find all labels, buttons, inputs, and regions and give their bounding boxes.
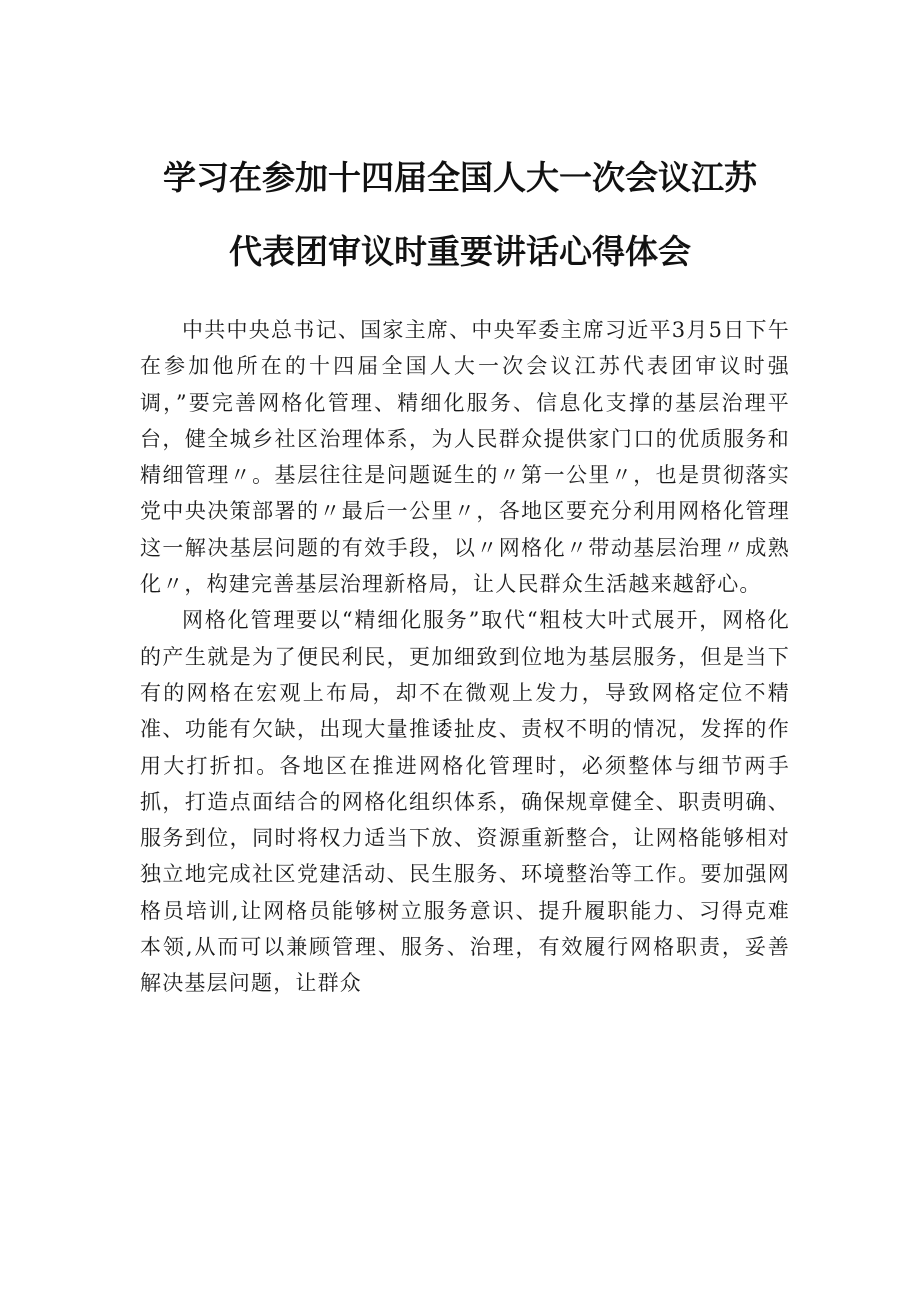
document-title-line-2: 代表团审议时重要讲话心得体会: [229, 232, 691, 271]
paragraph-1: 中共中央总书记、国家主席、中央军委主席习近平3月5日下午在参加他所在的十四届全国人大一次会议江苏代表团审议时强调，”要完善网格化管理、精细化服务、信息化支撑的基层治理平台，健全城乡社区治理体系，为人民群众提供家门口的优质服务和精细管理〃。基层往往是问题诞生的〃第一公里〃，也是贯彻落实党中央决策部署的〃最后一公里〃，各地区要充分利用网格化管理这一解决基层问题的有效手段，以〃网格化〃带动基层治理〃成熟化〃，构建完善基层治理新格局，让人民群众生活越来越舒心。: [140, 318, 790, 597]
paragraph-2: 网格化管理要以“精细化服务”取代“粗枝大叶式展开，网格化的产生就是为了便民利民，更加细致到位地为基层服务，但是当下有的网格在宏观上布局，却不在微观上发力，导致网格定位不精准、功能有欠缺，出现大量推诿扯皮、责权不明的情况，发挥的作用大打折扣。各地区在推进网格化管理时，必须整体与细节两手抓，打造点面结合的网格化组织体系，确保规章健全、职责明确、服务到位，同时将权力适当下放、资源重新整合，让网格能够相对独立地完成社区党建活动、民生服务、环境整治等工作。要加强网格员培训,让网格员能够树立服务意识、提升履职能力、习得克难本领,从而可以兼顾管理、服务、治理，有效履行网格职责，妥善解决基层问题，让群众: [140, 608, 790, 996]
document-body: [140, 312, 790, 1002]
document-title-line-1: 学习在参加十四届全国人大一次会议江苏: [163, 158, 757, 197]
